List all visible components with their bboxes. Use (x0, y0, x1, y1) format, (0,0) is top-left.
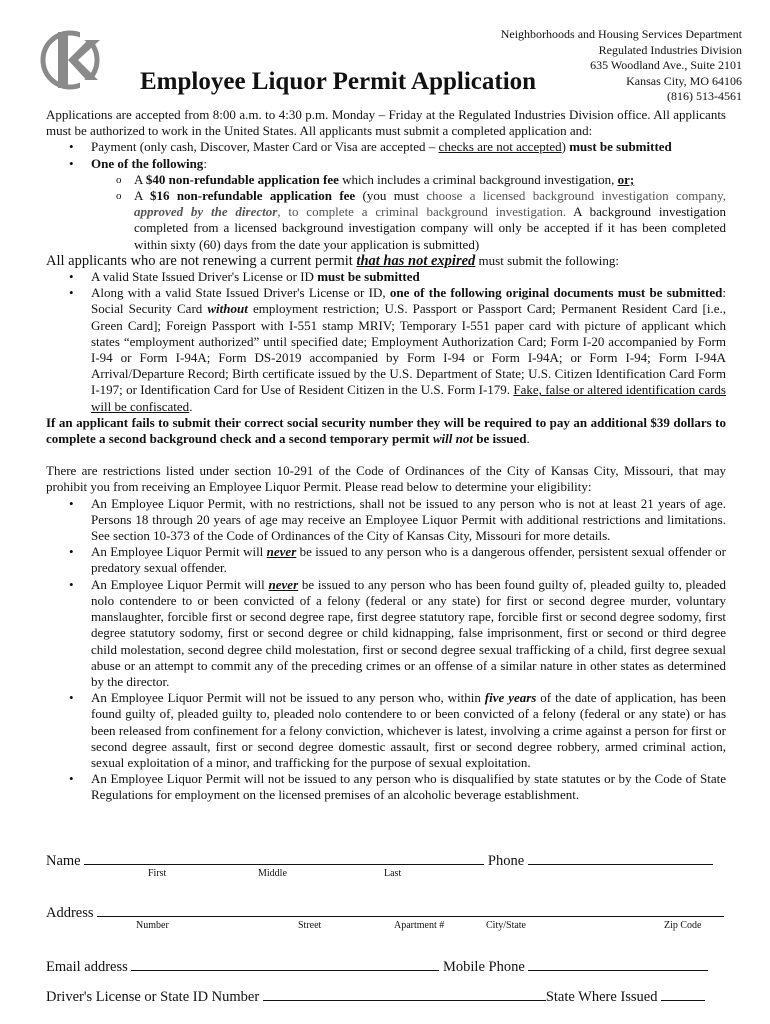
address-line: Regulated Industries Division (598, 42, 742, 57)
name-label: Name (46, 853, 81, 869)
address-apartment-caption: Apartment # (394, 920, 445, 931)
address-line: Kansas City, MO 64106 (626, 73, 742, 88)
email-field[interactable] (131, 956, 439, 971)
restriction-age: • An Employee Liquor Permit, with no restrictions, shall not be issued to any person who is not at least 21 years of age. Persons 18 through 20 years of age may receive an Employee Liquor Permit with additional restrictions and limitations. See section 10-373 of the Code of Ordinances of the City of Kansas City, Missouri for more details. (91, 496, 726, 545)
email-label: Email address (46, 959, 128, 975)
documents-item: • Along with a valid State Issued Driver's License or ID, one of the following original documents must be submitted: Social Security Card without employment restriction; U.S. Passport or Passport Card; Permanent Resident Card [i.e., Green Card]; Foreign Passport with I-551 stamp MRIV; Temporary I-551 paper card with picture of applicant which states “employment authorized” until specified date; Employment Authorization Card; Form I-20 accompanied by Form I-94 or Form I-94A; Form DS-2019 accompanied by Form I-94 or Form I-94A; or Form I-94; Form I-94A Arrival/Departure Record; Birth certificate issued by the U.S. Department of State; U.S. Citizen Identification Card Form I-197; or Identification Card for Use of Resident Citizen in the U.S. Form I-179. Fake, false or altered identification cards will be confiscated. (91, 285, 726, 415)
restriction-state: • An Employee Liquor Permit will not be issued to any person who is disqualified by state statutes or by the Code of State Regulations for employment on the licensed premises of an alcoholic beverage establishment. (91, 771, 726, 803)
phone-field[interactable] (528, 850, 713, 865)
name-row (46, 850, 713, 870)
email-row (46, 956, 708, 976)
ssn-warning: If an applicant fails to submit their correct social security number they will be required to pay an additional $39 dollars to complete a second background check and a second temporary permit will not be issued. (46, 414, 726, 447)
name-field[interactable] (84, 850, 484, 865)
mobile-label: Mobile Phone (443, 959, 525, 975)
kc-logo (40, 28, 104, 92)
address-phone: (816) 513-4561 (667, 89, 742, 103)
restriction-felony: • An Employee Liquor Permit will never be issued to any person who has been found guilty of, pleaded guilty to, pleaded nolo contendere to or been convicted of a felony (federal or any state) for first or second degree murder, voluntary manslaughter, forcible first or second degree rape, first degree statutory rape, forcible first or second degree sodomy, first degree statutory sodomy, first or second degree or child kidnapping, false imprisonment, first or second or third degree child molestation, second degree child molestation, first or second degree sexual trafficking of a child, first degree sexual abuse or an attempt to commit any of the preceding crimes or an offense of a similar nature in other states as determined by the director. (91, 577, 726, 690)
one-of-item: • One of the following: (91, 156, 726, 172)
instructions-body (46, 107, 726, 804)
license-field[interactable] (263, 986, 546, 1001)
not-renewing-paragraph: All applicants who are not renewing a current permit that has not expired must submit the following: (46, 252, 620, 269)
restriction-five-years: • An Employee Liquor Permit will not be issued to any person who, within five years of the date of application, has been found guilty of, pleaded guilty to, pleaded nolo contendere to or been convicted of a felony (federal or any state) or has been released from confinement for a felony conviction, whichever is latest, involving a crime against a person for first or second degree assault, first or second degree domestic assault, first or second degree robbery, armed criminal action, sexual exploitation of a minor, and trafficking for the purpose of sexual exploitation. (91, 690, 726, 771)
license-label: Driver's License or State ID Number (46, 989, 260, 1005)
address-line: Neighborhoods and Housing Services Department (500, 27, 742, 41)
page-title: Employee Liquor Permit Application (140, 68, 537, 95)
intro-paragraph: Applications are accepted from 8:00 a.m. to 4:30 p.m. Monday – Friday at the Regulated Industries Division office. All applicants must be authorized to work in the United States. All applicants must submit a completed application and: (46, 107, 726, 139)
department-address (501, 27, 742, 105)
address-field[interactable] (97, 902, 724, 917)
address-label: Address (46, 905, 94, 921)
restrictions-intro: There are restrictions listed under section 10-291 of the Code of Ordinances of the City of Kansas City, Missouri, that may prohibit you from receiving an Employee Liquor Permit. Please read below to determine your eligibility: (46, 463, 726, 495)
state-issued-label: State Where Issued (545, 989, 658, 1005)
address-zip-caption: Zip Code (664, 920, 702, 931)
phone-label: Phone (487, 853, 525, 869)
license-row (46, 986, 705, 1006)
address-street-caption: Street (298, 920, 322, 931)
fee-16-item: o A $16 non-refundable application fee (you must choose a licensed background investigation company, approved by the director, to complete a criminal background investigation. A background investigation completed from a licensed background investigation company will only be accepted if it has been completed within sixty (60) days from the date your application is submitted) (134, 188, 726, 253)
middle-name-caption: Middle (258, 868, 287, 879)
first-name-caption: First (148, 868, 167, 879)
address-city-state-caption: City/State (486, 920, 526, 931)
license-item: • A valid State Issued Driver's License or ID must be submitted (91, 269, 726, 285)
address-line: 635 Woodland Ave., Suite 2101 (590, 58, 742, 72)
state-issued-field[interactable] (661, 986, 705, 1001)
restriction-offender: • An Employee Liquor Permit will never be issued to any person who is a dangerous offender, persistent sexual offender or predatory sexual offender. (91, 544, 726, 576)
address-number-caption: Number (136, 920, 169, 931)
last-name-caption: Last (384, 868, 402, 879)
payment-item: • Payment (only cash, Discover, Master Card or Visa are accepted – checks are not accepted) must be submitted (91, 139, 726, 155)
address-row (46, 902, 724, 922)
mobile-field[interactable] (528, 956, 708, 971)
fee-40-item: o A $40 non-refundable application fee which includes a criminal background investigation, or; (134, 172, 726, 188)
